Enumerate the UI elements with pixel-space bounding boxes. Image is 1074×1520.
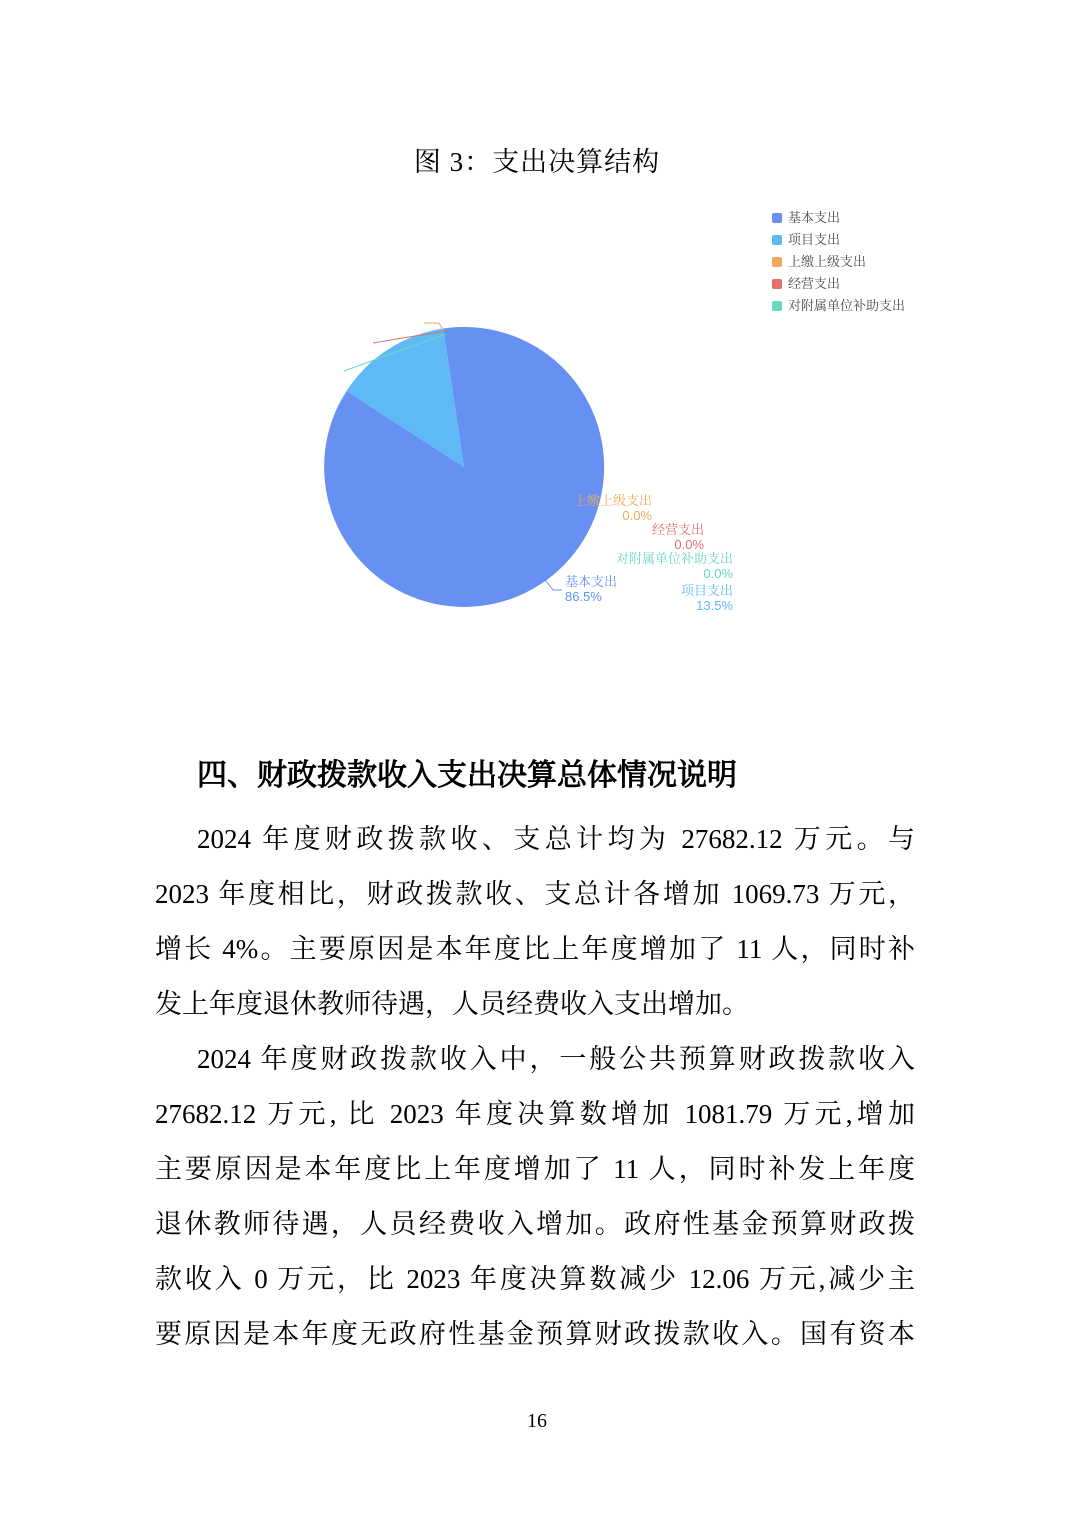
pie-callout-label-3: [652, 522, 704, 552]
section-heading: 四、财政拨款收入支出决算总体情况说明: [197, 759, 737, 792]
legend-swatch-icon: [772, 257, 782, 267]
chart-legend: [772, 211, 905, 312]
legend-label: 对附属单位补助支出: [788, 298, 906, 313]
legend-label: 经营支出: [788, 276, 841, 291]
legend-swatch-icon: [772, 235, 782, 245]
pie-callout-label-4: [616, 551, 733, 581]
body-line: 2023 年度相比，财政拨款收、支总计各增加 1069.73 万元，: [155, 879, 915, 909]
pie-svg: [0, 190, 1074, 650]
paragraph-1: [155, 812, 915, 1032]
body-line: 发上年度退休教师待遇，人员经费收入支出增加。: [155, 989, 749, 1019]
pie-callout-label-2: [574, 493, 652, 523]
legend-swatch-icon: [772, 213, 782, 223]
page-number: 16: [527, 1410, 547, 1432]
pie-label-name: 对附属单位补助支出: [615, 551, 733, 566]
legend-item-3: [772, 277, 905, 290]
legend-label: 基本支出: [788, 210, 841, 225]
legend-item-1: [772, 233, 905, 246]
legend-item-0: [772, 211, 905, 224]
pie-label-percent: 86.5%: [565, 589, 602, 604]
body-line: 要原因是本年度无政府性基金预算财政拨款收入。国有资本: [155, 1319, 915, 1349]
pie-label-name: 上缴上级支出: [573, 493, 652, 508]
pie-chart: [0, 190, 1074, 650]
pie-label-percent: 0.0%: [703, 566, 733, 581]
legend-label: 上缴上级支出: [788, 254, 867, 269]
body-line: 退休教师待遇，人员经费收入增加。政府性基金预算财政拨: [155, 1209, 915, 1239]
paragraph-2: [155, 1032, 915, 1362]
pie-label-name: 经营支出: [651, 522, 704, 537]
legend-swatch-icon: [772, 301, 782, 311]
body-line: 2024 年度财政拨款收入中，一般公共预算财政拨款收入: [197, 1044, 915, 1074]
legend-item-2: [772, 255, 905, 268]
figure-title: 图 3：支出决算结构: [413, 147, 661, 177]
body-line: 款收入 0 万元，比 2023 年度决算数减少 12.06 万元,减少主: [155, 1264, 915, 1294]
body-line: 2024 年度财政拨款收、支总计均为 27682.12 万元。与: [197, 824, 915, 854]
pie-label-percent: 0.0%: [622, 508, 652, 523]
pie-label-percent: 0.0%: [674, 537, 704, 552]
pie-label-name: 基本支出: [565, 574, 618, 589]
legend-label: 项目支出: [788, 232, 841, 247]
leader-line-2: [424, 323, 443, 330]
pie-label-name: 项目支出: [680, 583, 733, 598]
text-content: [155, 756, 915, 1362]
pie-callout-label-0: [565, 574, 617, 604]
body-line: 增长 4%。主要原因是本年度比上年度增加了 11 人，同时补: [155, 934, 915, 964]
legend-item-4: [772, 299, 905, 312]
pie-callout-label-1: [681, 583, 733, 613]
body-line: 27682.12 万元, 比 2023 年度决算数增加 1081.79 万元,增加: [155, 1099, 915, 1129]
pie-label-percent: 13.5%: [696, 598, 733, 613]
paragraphs: [155, 812, 915, 1362]
legend-swatch-icon: [772, 279, 782, 289]
body-line: 主要原因是本年度比上年度增加了 11 人，同时补发上年度: [155, 1154, 915, 1184]
